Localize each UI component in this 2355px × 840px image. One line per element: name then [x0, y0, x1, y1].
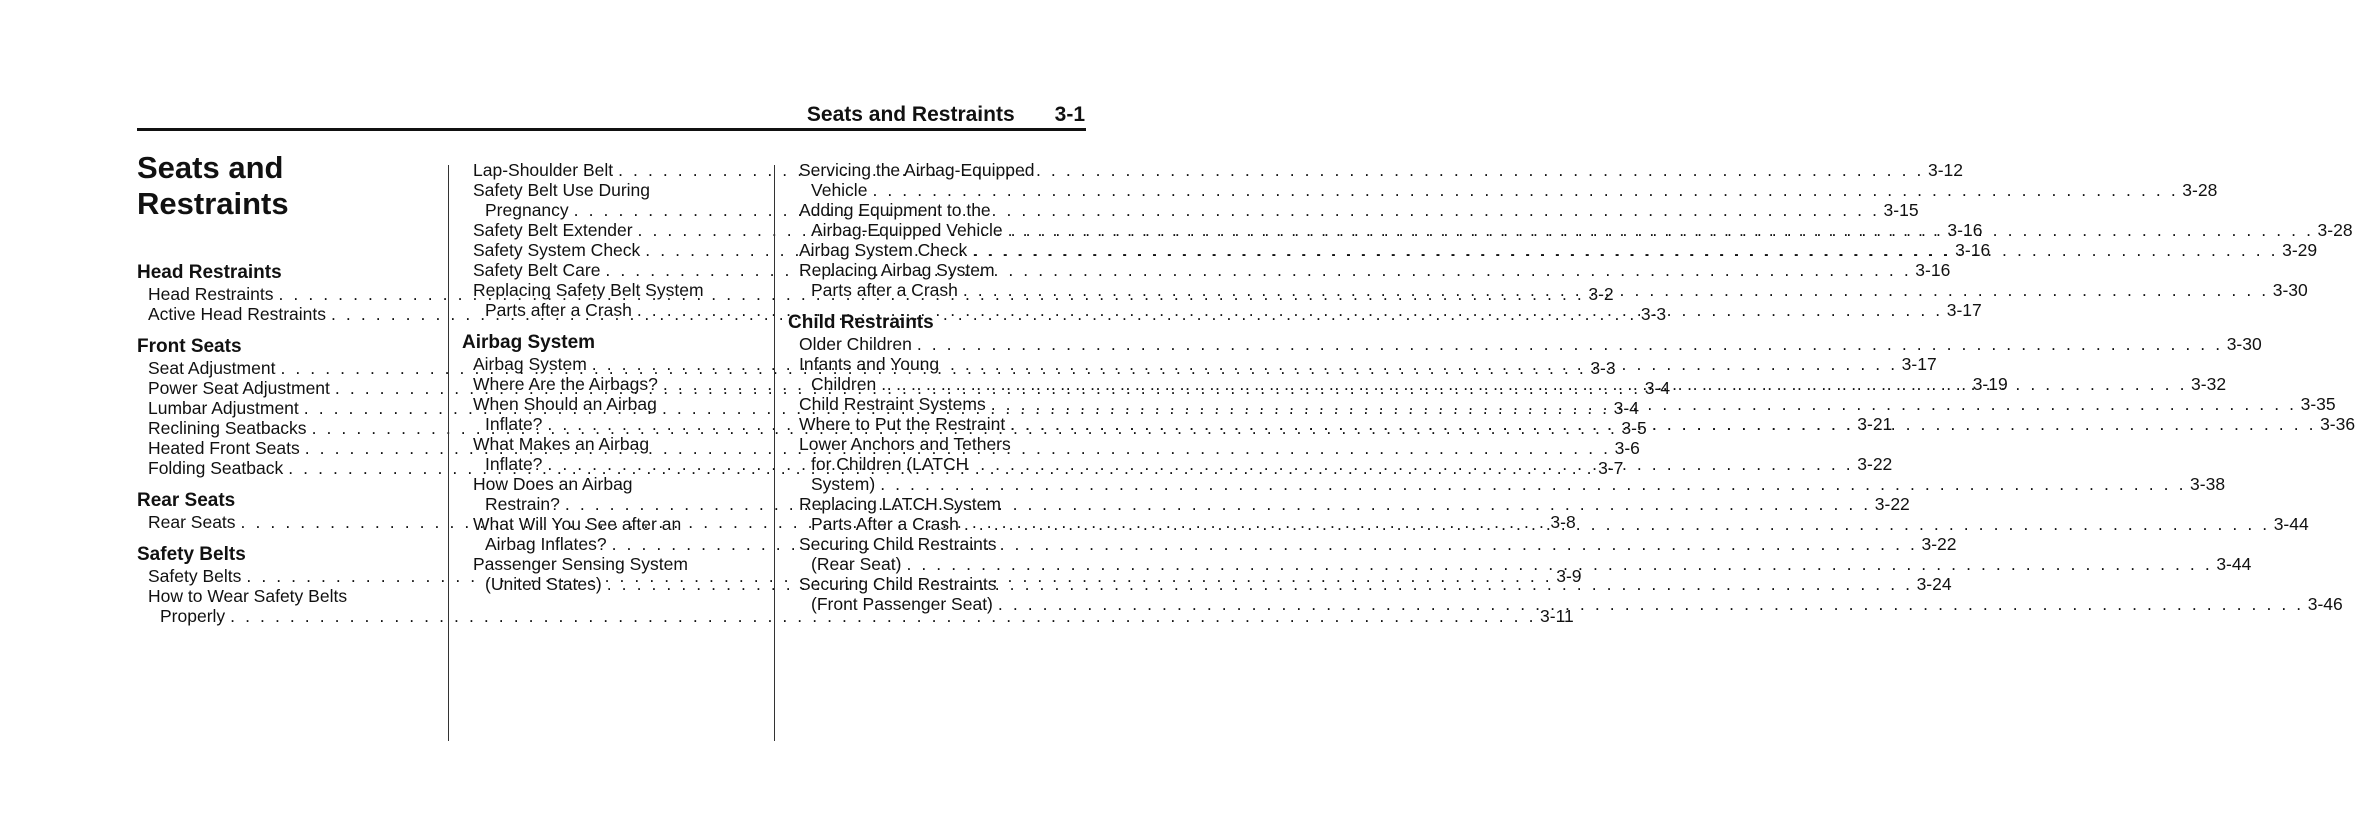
toc-page-ref: 3-4	[1644, 378, 1671, 398]
toc-entry-label: (Front Passenger Seat)	[811, 594, 993, 614]
dot-leader	[881, 374, 2187, 394]
toc-entry-label: How Does an Airbag	[473, 474, 633, 494]
section-heading: Safety Belts	[137, 544, 246, 565]
toc-page-ref: 3-5	[1621, 418, 1647, 438]
section-heading: Rear Seats	[137, 490, 236, 511]
toc-entry-label: Parts After a Crash	[811, 514, 959, 534]
dot-leader	[574, 200, 1880, 220]
dot-leader	[917, 334, 2223, 354]
toc-entry-label: Lap-Shoulder Belt	[473, 160, 614, 180]
toc-page-ref: 3-44	[2216, 554, 2252, 574]
toc-page-ref: 3-4	[1613, 398, 1639, 418]
dot-leader	[880, 474, 2186, 494]
toc-entry-label: When Should an Airbag	[473, 394, 657, 414]
dot-leader	[972, 240, 2278, 260]
dot-leader	[872, 180, 2178, 200]
dot-leader	[991, 394, 2297, 414]
toc-entry-label: Older Children	[799, 334, 912, 354]
toc-page-ref: 3-30	[2272, 280, 2308, 300]
column-divider	[448, 165, 449, 741]
section-heading: Head Restraints	[137, 262, 282, 283]
toc-page-ref: 3-46	[2307, 594, 2343, 614]
toc-entry-label: System)	[811, 474, 876, 494]
chapter-title: Seats and Restraints	[137, 150, 289, 221]
toc-page-ref: 3-8	[1550, 512, 1576, 532]
running-header	[137, 100, 1085, 130]
toc-entry-label: Replacing Airbag System	[799, 260, 995, 280]
toc-entry-label: Safety Belt Use During	[473, 180, 651, 200]
toc-entry-label: Safety Belt Extender	[473, 220, 633, 240]
toc-entry-label: Airbag System	[473, 354, 587, 374]
section-heading: Airbag System	[462, 332, 596, 353]
toc-entry-label: Inflate?	[485, 414, 543, 434]
toc-page-ref: 3-16	[1955, 240, 1991, 260]
column-divider	[774, 165, 775, 741]
toc-entry[interactable]	[788, 334, 2262, 354]
dot-leader	[998, 594, 2304, 614]
page-number: 3-1	[1054, 103, 1085, 126]
toc-entry-label: Inflate?	[485, 454, 543, 474]
toc-page-ref: 3-12	[1927, 160, 1963, 180]
toc-entry-label: Vehicle	[811, 180, 868, 200]
toc-page-ref: 3-22	[1921, 534, 1957, 554]
toc-entry-label: Airbag Inflates?	[485, 534, 607, 554]
toc-page-ref: 3-28	[2182, 180, 2218, 200]
toc-page-ref: 3-9	[1556, 566, 1582, 586]
header-rule	[137, 128, 1086, 131]
toc-page-ref: 3-3	[1590, 358, 1616, 378]
toc-entry-label: Children	[811, 374, 877, 394]
toc-page-ref: 3-16	[1915, 260, 1951, 280]
toc-page-ref: 3-17	[1901, 354, 1937, 374]
dot-leader	[964, 514, 2270, 534]
toc-entry-label: (United States)	[485, 574, 602, 594]
toc-entry-label: Where to Put the Restraint	[799, 414, 1006, 434]
toc-entry-label: Securing Child Restraints	[799, 574, 997, 594]
toc-entry-label: for Children (LATCH	[811, 454, 969, 474]
toc-entry-label: Parts after a Crash	[811, 280, 958, 300]
toc-page-ref: 3-38	[2190, 474, 2226, 494]
toc-entry-label: Lower Anchors and Tethers	[799, 434, 1011, 454]
toc-entry-label: Replacing LATCH System	[799, 494, 1001, 514]
toc-entry-label: Airbag-Equipped Vehicle	[811, 220, 1003, 240]
toc-entry-label: Head Restraints	[148, 284, 274, 304]
toc-page-ref: 3-2	[1588, 284, 1614, 304]
toc-page-ref: 3-7	[1598, 458, 1624, 478]
toc-entry-label: Reclining Seatbacks	[148, 418, 307, 438]
toc-page-ref: 3-21	[1857, 414, 1893, 434]
toc-entry-label: How to Wear Safety Belts	[148, 586, 348, 606]
toc-page-ref: 3-32	[2191, 374, 2227, 394]
toc-entry-label: (Rear Seat)	[811, 554, 902, 574]
toc-entry-label: Securing Child Restraints	[799, 534, 997, 554]
section-heading: Front Seats	[137, 336, 242, 357]
dot-leader	[963, 280, 2269, 300]
toc-entry-label: What Will You See after an	[473, 514, 682, 534]
dot-leader	[565, 494, 1871, 514]
toc-page-ref: 3-22	[1874, 494, 1910, 514]
toc-entry-label: Infants and Young	[799, 354, 940, 374]
toc-entry-label: Heated Front Seats	[148, 438, 300, 458]
toc-entry-label: Adding Equipment to the	[799, 200, 991, 220]
toc-entry-label: Restrain?	[485, 494, 560, 514]
toc-entry-label: Lumbar Adjustment	[148, 398, 299, 418]
toc-entry-label: Passenger Sensing System	[473, 554, 688, 574]
toc-entry-label: Active Head Restraints	[148, 304, 326, 324]
toc-page-ref: 3-44	[2273, 514, 2309, 534]
toc-entry-label: Replacing Safety Belt System	[473, 280, 704, 300]
toc-entry-label: What Makes an Airbag	[473, 434, 650, 454]
toc-entry-label: Where Are the Airbags?	[473, 374, 658, 394]
toc-entry-label: Pregnancy	[485, 200, 569, 220]
section-heading: Child Restraints	[788, 312, 934, 333]
toc-entry-label: Rear Seats	[148, 512, 236, 532]
dot-leader	[547, 454, 1853, 474]
toc-entry-label: Child Restraint Systems	[799, 394, 986, 414]
toc-entry-label: Safety System Check	[473, 240, 641, 260]
toc-page-ref: 3-24	[1916, 574, 1952, 594]
toc-page-ref: 3-35	[2300, 394, 2336, 414]
toc-page-ref: 3-36	[2320, 414, 2355, 434]
toc-page-ref: 3-17	[1946, 300, 1982, 320]
toc-entry-label: Safety Belts	[148, 566, 242, 586]
toc-entry-label: Power Seat Adjustment	[148, 378, 330, 398]
dot-leader	[1008, 220, 2314, 240]
dot-leader	[906, 554, 2212, 574]
toc-page-ref: 3-30	[2226, 334, 2262, 354]
toc-entry-label: Folding Seatback	[148, 458, 284, 478]
dot-leader	[1010, 414, 2316, 434]
toc-page-ref: 3-29	[2282, 240, 2318, 260]
toc-entry-label: Servicing the Airbag-Equipped	[799, 160, 1035, 180]
toc-entry-label: Parts after a Crash	[485, 300, 632, 320]
toc-entry-label: Properly	[160, 606, 226, 626]
toc-page-ref: 3-22	[1857, 454, 1893, 474]
toc-entry-label: Seat Adjustment	[148, 358, 276, 378]
toc-page-ref: 3-28	[2317, 220, 2353, 240]
toc-page-ref: 3-3	[1640, 304, 1667, 324]
toc-page-ref: 3-16	[1947, 220, 1983, 240]
toc-entry-label: Safety Belt Care	[473, 260, 601, 280]
toc-page-ref: 3-15	[1883, 200, 1919, 220]
running-header-title: Seats and Restraints	[806, 103, 1015, 126]
toc-page-ref: 3-11	[1540, 606, 1574, 626]
toc-page-ref: 3-19	[1972, 374, 2008, 394]
toc-page-ref: 3-6	[1614, 438, 1640, 458]
toc-entry-label: Airbag System Check	[799, 240, 968, 260]
